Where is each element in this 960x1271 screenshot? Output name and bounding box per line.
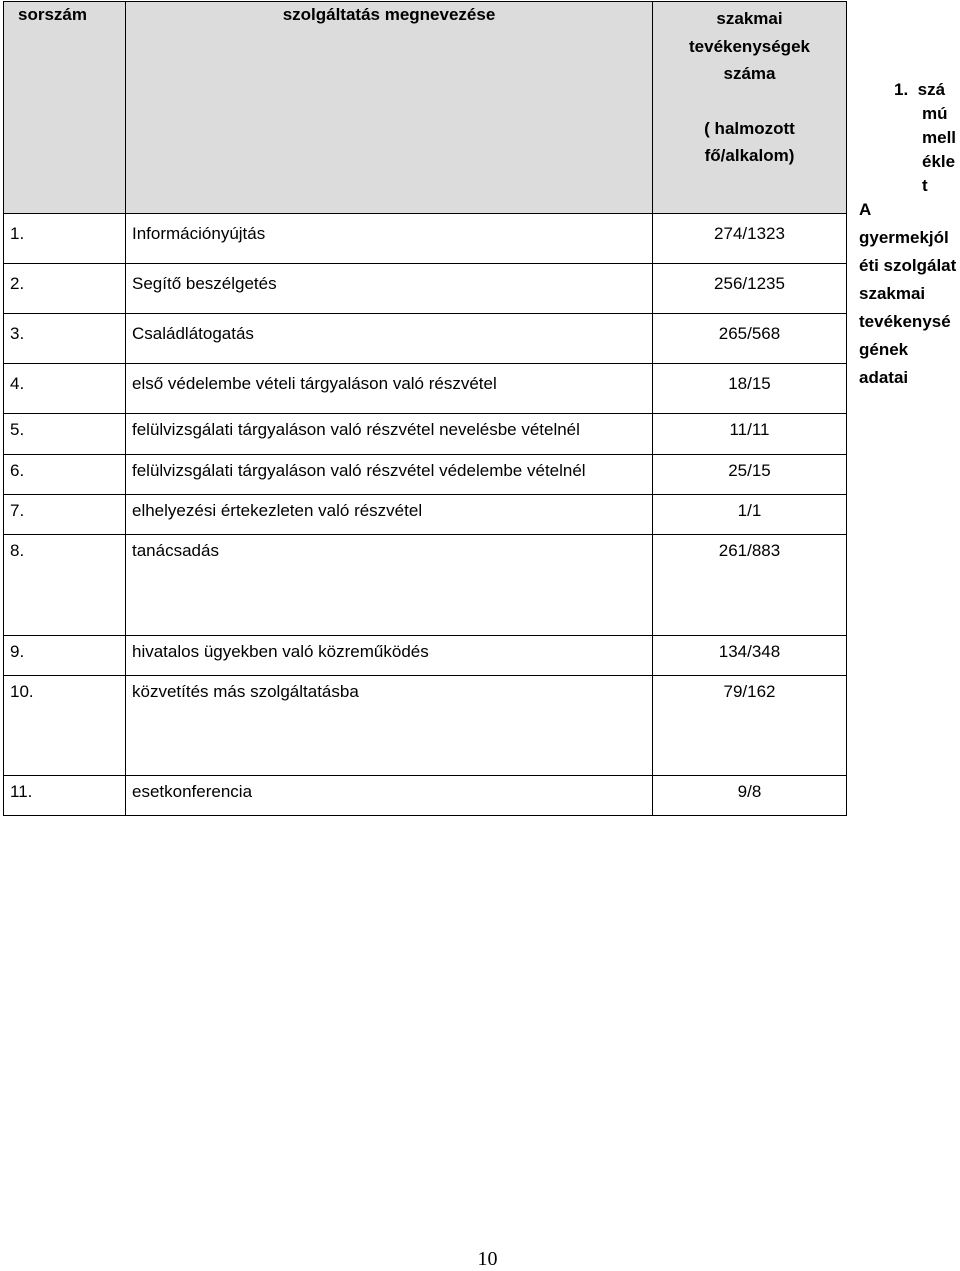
row-value: 9/8 [653,776,847,816]
table-row [4,264,847,314]
header-count [653,2,847,214]
row-number: 1. [4,214,126,264]
row-value: 261/883 [653,535,847,636]
row-value: 11/11 [653,414,847,455]
header-count-line: száma [723,64,776,83]
row-number: 6. [4,455,126,495]
table-row [4,414,847,455]
header-service: szolgáltatás megnevezése [126,2,653,214]
row-number: 7. [4,495,126,535]
annex-heading-line: mú [922,104,948,123]
side-note-line: gyermekjól [859,228,949,247]
side-note-line: adatai [859,368,909,387]
row-service: hivatalos ügyekben való közreműködés [126,636,653,676]
header-count-line: szakmai [716,9,783,28]
row-value: 25/15 [653,455,847,495]
header-count-line: tevékenységek [689,36,810,56]
row-service: közvetítés más szolgáltatásba [126,676,653,776]
row-service: esetkonferencia [126,776,653,816]
page-number: 10 [477,1248,498,1270]
row-value: 256/1235 [653,264,847,314]
side-note [859,196,959,392]
row-value: 265/568 [653,314,847,364]
table-row [4,636,847,676]
header-number: sorszám [4,2,126,214]
row-value: 79/162 [653,676,847,776]
table-row [4,776,847,816]
row-service: felülvizsgálati tárgyaláson való részvétel védelembe vételnél [126,455,653,495]
table-row [4,495,847,535]
side-note-line: szakmai [859,284,926,303]
annex-heading [894,78,960,198]
annex-heading-line: 1. szá [894,80,946,99]
side-note-line: éti szolgálat [859,256,957,275]
table-row [4,214,847,264]
row-number: 11. [4,776,126,816]
side-note-line: A [859,200,872,219]
row-service: Segítő beszélgetés [126,264,653,314]
table-header-row [4,2,847,214]
row-number: 3. [4,314,126,364]
row-service: Családlátogatás [126,314,653,364]
row-number: 2. [4,264,126,314]
header-count-line: ( halmozott [704,118,795,138]
row-value: 134/348 [653,636,847,676]
row-service: tanácsadás [126,535,653,636]
row-number: 4. [4,364,126,414]
table-row [4,314,847,364]
annex-heading-line: mell [922,128,957,147]
table-row [4,535,847,636]
table-row [4,676,847,776]
row-value: 274/1323 [653,214,847,264]
row-number: 10. [4,676,126,776]
side-note-line: tevékenysé [859,312,951,331]
row-value: 1/1 [653,495,847,535]
side-note-line: gének [859,340,909,359]
annex-heading-line: ékle [922,152,956,171]
services-table [3,1,847,816]
row-number: 8. [4,535,126,636]
table-row [4,364,847,414]
table-row [4,455,847,495]
row-service: felülvizsgálati tárgyaláson való részvétel nevelésbe vételnél [126,414,653,455]
row-number: 9. [4,636,126,676]
annex-heading-line: t [922,176,928,195]
row-service: elhelyezési értekezleten való részvétel [126,495,653,535]
row-value: 18/15 [653,364,847,414]
header-count-line: fő/alkalom) [704,146,795,165]
row-service: Információnyújtás [126,214,653,264]
row-service: első védelembe vételi tárgyaláson való részvétel [126,364,653,414]
row-number: 5. [4,414,126,455]
